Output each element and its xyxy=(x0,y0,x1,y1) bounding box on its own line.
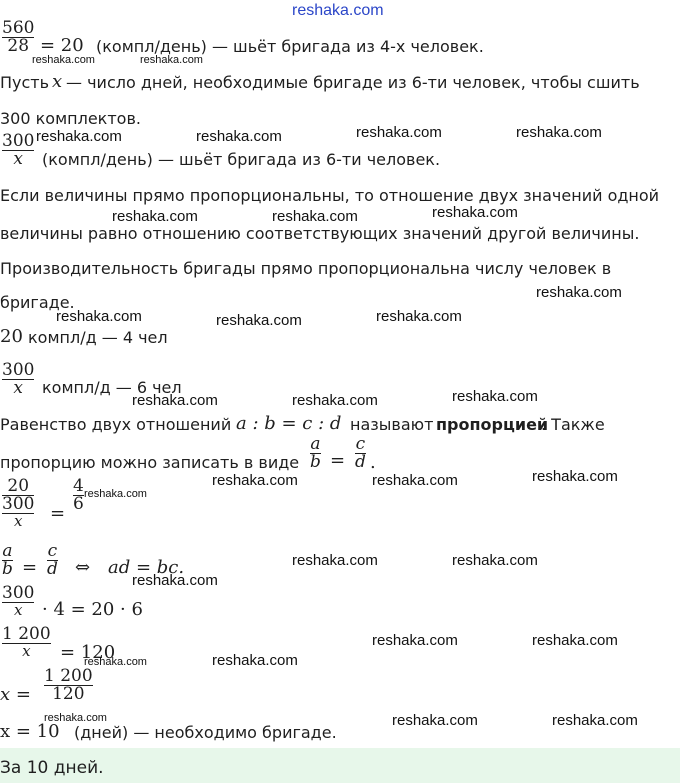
eq4-rest: = 120 xyxy=(60,642,116,663)
eq6-left: x = 10 xyxy=(0,721,60,742)
watermark: reshaka.com xyxy=(140,54,203,66)
numerator: a xyxy=(310,434,321,454)
fraction-300-x xyxy=(2,133,34,168)
complex-fraction-20 xyxy=(2,478,34,529)
def-equals: = xyxy=(330,450,346,471)
denominator: 120 xyxy=(52,684,85,704)
row1-text: компл/д — 4 чел xyxy=(28,328,168,347)
row2-text: компл/д — 6 чел xyxy=(42,378,182,397)
fraction-560-28 xyxy=(2,20,34,55)
fraction-300-x-3 xyxy=(2,585,34,618)
fraction-a-b-2 xyxy=(2,543,13,578)
step2-text: (компл/день) — шьёт бригада из 6-ти человек. xyxy=(42,150,441,169)
watermark: reshaka.com xyxy=(356,124,442,141)
watermark: reshaka.com xyxy=(372,632,458,649)
watermark: reshaka.com xyxy=(376,308,462,325)
watermark: reshaka.com xyxy=(516,124,602,141)
let-x-var: x xyxy=(52,71,63,92)
watermark: reshaka.com xyxy=(532,632,618,649)
denominator: b xyxy=(310,452,321,472)
eq5-left: x = xyxy=(0,684,31,705)
watermark: reshaka.com xyxy=(84,656,147,668)
watermark: reshaka.com xyxy=(32,54,95,66)
watermark: reshaka.com xyxy=(272,208,358,225)
watermark: reshaka.com xyxy=(552,712,638,729)
denominator: x xyxy=(13,378,24,398)
denominator: d xyxy=(47,559,58,579)
eq2-product: ad = bc. xyxy=(108,557,185,578)
watermark: reshaka.com xyxy=(452,552,538,569)
watermark: reshaka.com xyxy=(432,204,518,221)
productivity-line1: Производительность бригады прямо пропорциональна числу человек в xyxy=(0,259,612,278)
proportion-suffix: . Также xyxy=(541,415,605,434)
eq1-equals: = xyxy=(50,503,66,524)
denominator: d xyxy=(355,452,366,472)
watermark: reshaka.com xyxy=(196,128,282,145)
watermark: reshaka.com xyxy=(392,712,478,729)
denominator: 28 xyxy=(7,36,30,56)
eq6-text: (дней) — необходимо бригаде. xyxy=(74,723,337,742)
row1-value: 20 xyxy=(0,326,23,347)
proportion-term: пропорцией xyxy=(436,415,549,434)
fraction-4-6 xyxy=(73,478,84,513)
watermark: reshaka.com xyxy=(132,572,218,589)
denominator: 6 xyxy=(73,494,84,514)
denominator: x xyxy=(13,601,23,619)
numerator: c xyxy=(47,541,58,561)
watermark: reshaka.com xyxy=(112,208,198,225)
watermark: reshaka.com xyxy=(532,468,618,485)
proportion-prefix: Равенство двух отношений xyxy=(0,415,232,434)
watermark: reshaka.com xyxy=(36,128,122,145)
answer-text: За 10 дней. xyxy=(0,758,104,778)
watermark: reshaka.com xyxy=(536,284,622,301)
rule-line1: Если величины прямо пропорциональны, то отношение двух значений одной xyxy=(0,186,660,205)
numerator: 300 xyxy=(2,583,35,603)
fraction-300-x-row2 xyxy=(2,362,34,397)
let-x-text: — число дней, необходимые бригаде из 6-ти человек, чтобы сшить xyxy=(66,73,640,92)
eq3-rest: · 4 = 20 · 6 xyxy=(42,599,143,620)
inner-numerator: 300 xyxy=(2,494,35,514)
rule-line2: величины равно отношению соответствующих значений другой величины. xyxy=(0,224,640,243)
watermark: reshaka.com xyxy=(216,312,302,329)
eq2-iff: ⇔ xyxy=(75,557,91,578)
watermark: reshaka.com xyxy=(212,652,298,669)
numerator: 4 xyxy=(73,476,84,496)
fraction-c-d xyxy=(355,436,366,471)
step1-equals: = 20 xyxy=(40,35,84,56)
eq2-equals: = xyxy=(22,557,38,578)
site-header-link[interactable]: reshaka.com xyxy=(292,2,384,19)
numerator: c xyxy=(355,434,366,454)
numerator: 560 xyxy=(2,18,35,38)
watermark: reshaka.com xyxy=(56,308,142,325)
let-x-line2: 300 комплектов. xyxy=(0,109,141,128)
step1-text: (компл/день) — шьёт бригада из 4-х человек. xyxy=(96,37,484,56)
let-x-word: Пусть xyxy=(0,73,50,92)
denominator: x xyxy=(22,642,31,660)
numerator: 1 200 xyxy=(2,624,51,644)
denominator: b xyxy=(2,559,13,579)
proportion-mid: называют xyxy=(350,415,434,434)
watermark: reshaka.com xyxy=(292,392,378,409)
watermark: reshaka.com xyxy=(132,392,218,409)
numerator: a xyxy=(2,541,13,561)
numerator: 1 200 xyxy=(44,666,93,686)
numerator: 20 xyxy=(7,476,30,496)
watermark: reshaka.com xyxy=(292,552,378,569)
fraction-1200-120 xyxy=(44,668,93,703)
denominator: x xyxy=(13,149,24,169)
proportion-line2: пропорцию можно записать в виде xyxy=(0,453,300,472)
fraction-1200-x xyxy=(2,626,51,659)
fraction-a-b xyxy=(310,436,321,471)
productivity-line2: бригаде. xyxy=(0,293,75,312)
numerator: 300 xyxy=(2,131,35,151)
fraction-c-d-2 xyxy=(47,543,58,578)
watermark: reshaka.com xyxy=(44,712,107,724)
proportion-expr: a : b = c : d xyxy=(236,413,342,434)
numerator: 300 xyxy=(2,360,35,380)
watermark: reshaka.com xyxy=(372,472,458,489)
watermark: reshaka.com xyxy=(84,488,147,500)
def-dot: . xyxy=(370,452,376,473)
inner-denominator: x xyxy=(13,512,23,530)
watermark: reshaka.com xyxy=(452,388,538,405)
watermark: reshaka.com xyxy=(212,472,298,489)
